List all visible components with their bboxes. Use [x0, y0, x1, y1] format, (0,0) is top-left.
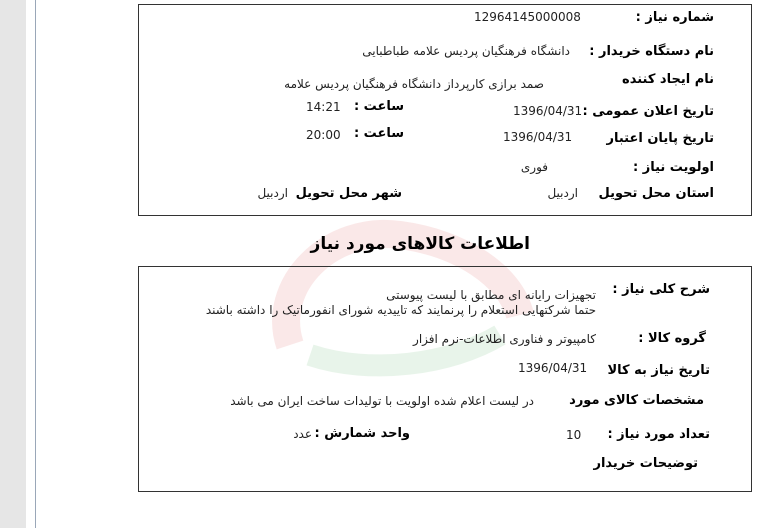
priority-label: اولویت نیاز : — [632, 160, 714, 175]
need-date-value: 1396/04/31 — [518, 361, 588, 375]
announce-time-value: 14:21 — [306, 100, 341, 114]
expiry-time-value: 20:00 — [306, 128, 341, 142]
city-value: اردبیل — [257, 186, 288, 200]
priority-value: فوری — [520, 160, 548, 174]
expiry-time-label: ساعت : — [353, 126, 404, 141]
unit-value: عدد — [293, 427, 312, 441]
goods-group-label: گروه کالا : — [638, 331, 706, 346]
announce-time-label: ساعت : — [353, 99, 404, 114]
creator-label: نام ایجاد کننده — [622, 72, 714, 87]
summary-label: شرح کلی نیاز : — [612, 282, 710, 297]
province-value: اردبیل — [547, 186, 578, 200]
left-divider — [35, 0, 36, 528]
tender-number-value: 12964145000008 — [474, 10, 581, 24]
creator-value: صمد برازی کارپرداز دانشگاه فرهنگیان پردیس علامه — [284, 77, 544, 91]
buyer-value: دانشگاه فرهنگیان پردیس علامه طباطبایی — [362, 44, 570, 58]
quantity-label: تعداد مورد نیاز : — [607, 427, 710, 442]
city-label: شهر محل تحویل — [295, 186, 402, 201]
need-date-label: تاریخ نیاز به کالا — [607, 363, 710, 378]
announce-date-label: تاریخ اعلان عمومی : — [582, 104, 714, 119]
quantity-value: 10 — [566, 428, 582, 442]
left-gutter — [0, 0, 26, 528]
unit-label: واحد شمارش : — [314, 426, 410, 441]
announce-date-value: 1396/04/31 — [513, 104, 583, 118]
specs-label: مشخصات کالای مورد — [569, 393, 704, 408]
summary-line1: تجهیزات رایانه ای مطابق با لیست پیوستی — [386, 288, 596, 302]
specs-value: در لیست اعلام شده اولویت با تولیدات ساخت ایران می باشد — [230, 394, 534, 408]
province-label: استان محل تحویل — [598, 186, 714, 201]
expiry-date-value: 1396/04/31 — [503, 130, 573, 144]
expiry-date-label: تاریخ پایان اعتبار — [606, 131, 714, 146]
buyer-label: نام دستگاه خریدار : — [589, 44, 714, 59]
goods-group-value: کامپیوتر و فناوری اطلاعات-نرم افزار — [413, 332, 596, 346]
summary-line2: حتما شرکتهایی استعلام را پرنمایند که تاییدیه شورای انفورماتیک را داشته باشند — [205, 303, 596, 317]
buyer-notes-label: توضیحات خریدار — [593, 456, 698, 471]
goods-section-title: اطلاعات کالاهای مورد نیاز — [310, 234, 530, 254]
tender-number-label: شماره نیاز : — [635, 10, 714, 25]
